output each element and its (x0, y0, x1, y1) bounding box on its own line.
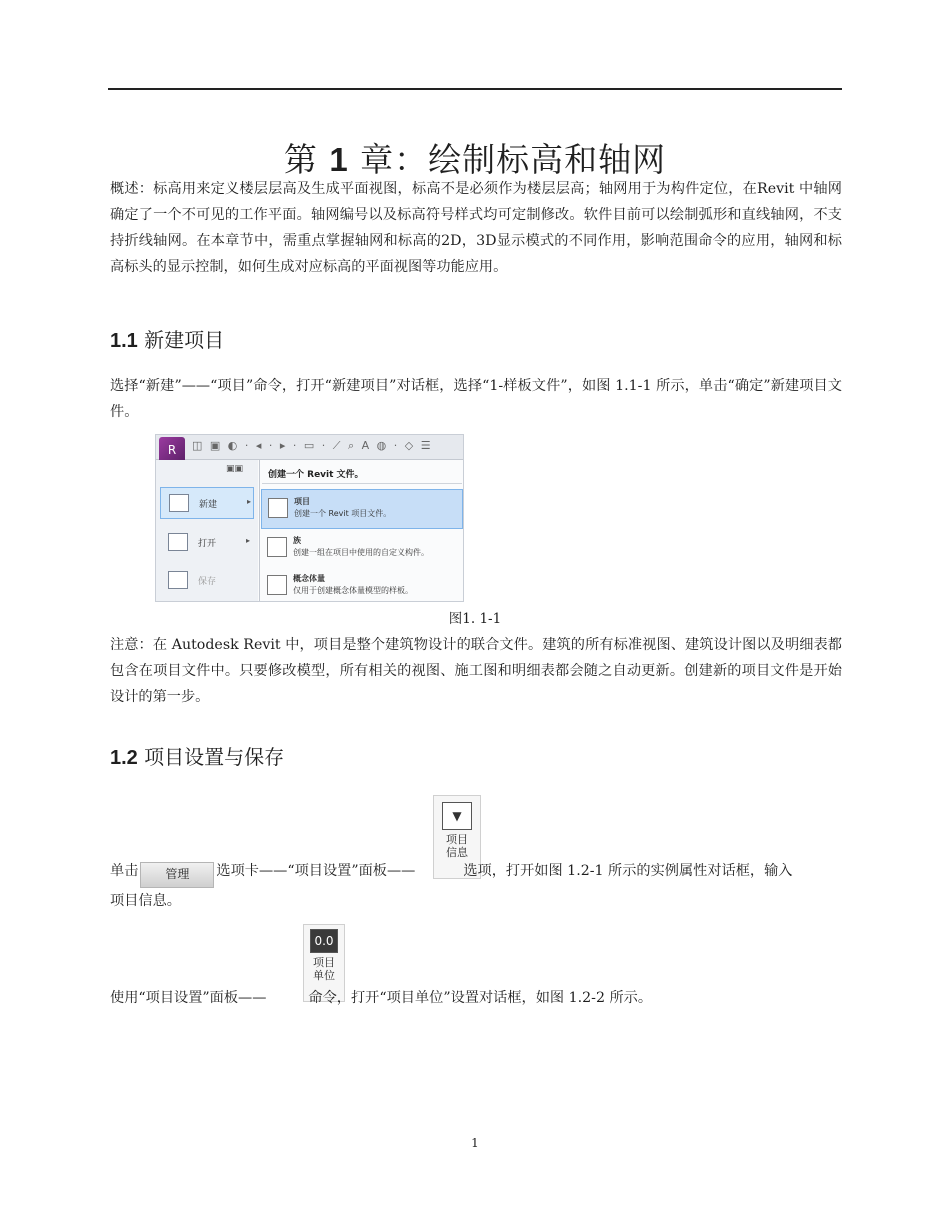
mass-icon (267, 575, 287, 595)
new-file-icon (169, 494, 189, 512)
project-units-icon: 0.0 (310, 929, 338, 953)
menu-item-save[interactable]: 保存 (160, 565, 252, 595)
option-project[interactable]: 项目 创建一个 Revit 项目文件。 (261, 489, 463, 529)
figure-caption: 图1. 1-1 (448, 611, 502, 627)
project-units-button[interactable]: 0.0 项目 单位 (303, 924, 345, 1002)
instruction-line-a: 单击 管理 选项卡——“项目设置”面板—— 选项，打开如图 1.2-1 所示的实例属性对话框，输入 (110, 860, 793, 888)
section-number: 1.2 (110, 747, 138, 769)
section-1-2-heading (110, 741, 284, 770)
quick-access-toolbar (156, 435, 463, 460)
section-title: 新建项目 (144, 328, 225, 352)
overview-paragraph: 概述：标高用来定义楼层层高及生成平面视图，标高不是必须作为楼层层高；轴网用于为构件定位，在Revit 中轴网确定了一个不可见的工作平面。轴网编号以及标高符号样式均可定制修改。软件目前可以绘制弧形和直线轴网，不支持折线轴网。在本章节中，需重点掌握轴网和标高的2D，3D显示模式的不同作用，影响范围命令的应用，轴网和标高标头的显示控制，如何生成对应标高的平面视图等功能应用。 (110, 181, 842, 275)
revit-logo-icon[interactable]: R (159, 437, 185, 463)
option-family[interactable]: 族 创建一组在项目中使用的自定义构件。 (261, 529, 461, 567)
menu-item-new[interactable]: 新建 ▸ (160, 487, 254, 519)
instruction-line-b: 使用“项目设置”面板—— 命令，打开“项目单位”设置对话框，如图 1.2-2 所示。 (110, 990, 653, 1006)
chapter-title-text: 章：绘制标高和轴网 (360, 140, 667, 180)
submenu-title: 创建一个 Revit 文件。 (268, 470, 364, 480)
chapter-prefix: 第 (283, 140, 318, 180)
chapter-title (0, 134, 950, 181)
family-icon (267, 537, 287, 557)
chevron-right-icon: ▸ (245, 536, 250, 545)
project-icon (268, 498, 288, 518)
project-info-button[interactable]: ▼ 项目 信息 (433, 795, 481, 879)
folder-icon (168, 533, 188, 551)
recent-docs-icons[interactable]: ▣▣ (226, 464, 244, 474)
quick-access-icons: ◫ ▣ ◐ · ◂ · ▸ · ▭ · ⟋ ⌕ A ◍ · ◇ ☰ (192, 439, 433, 452)
chevron-right-icon: ▸ (246, 497, 251, 506)
chapter-number: 1 (329, 141, 349, 179)
manage-tab-button[interactable]: 管理 (140, 862, 214, 888)
menu-separator (259, 460, 260, 601)
section-1-1-text: 选择“新建”——“项目”命令，打开“新建项目”对话框，选择“1-样板文件”，如图 1.1-1 所示，单击“确定”新建项目文件。 (110, 378, 842, 420)
header-rule (108, 88, 842, 90)
section-title: 项目设置与保存 (144, 745, 285, 769)
menu-item-open[interactable]: 打开 ▸ (160, 527, 252, 557)
new-project-menu-figure (155, 434, 464, 602)
section-number: 1.1 (110, 330, 138, 352)
submenu-divider (262, 483, 462, 484)
option-conceptual-mass[interactable]: 概念体量 仅用于创建概念体量模型的样板。 (261, 567, 461, 602)
project-info-icon: ▼ (442, 802, 472, 830)
save-icon (168, 571, 188, 589)
page-number: 1 (471, 1136, 479, 1150)
instruction-line-a-cont: 项目信息。 (110, 893, 181, 909)
note-paragraph: 注意：在 Autodesk Revit 中，项目是整个建筑物设计的联合文件。建筑的所有标准视图、建筑设计图以及明细表都包含在项目文件中。只要修改模型，所有相关的视图、施工图和明细表都会随之自动更新。创建新的项目文件是开始设计的第一步。 (110, 637, 842, 705)
section-1-1-heading (110, 324, 224, 353)
